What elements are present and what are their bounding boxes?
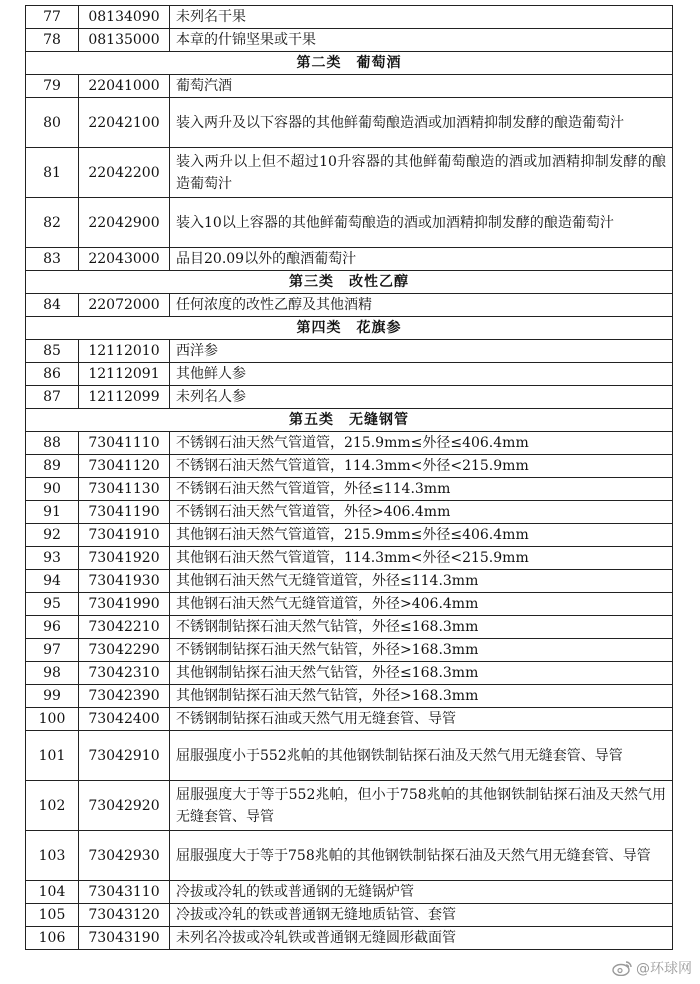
table-row xyxy=(26,386,673,409)
row-number: 99 xyxy=(26,685,79,708)
hs-code: 22042900 xyxy=(79,198,170,248)
row-number: 83 xyxy=(26,248,79,271)
row-number: 79 xyxy=(26,75,79,98)
hs-code: 73042390 xyxy=(79,685,170,708)
item-description: 屈服强度大于等于552兆帕，但小于758兆帕的其他钢铁制钻探石油及天然气用无缝套管、导管 xyxy=(170,781,673,831)
table-row xyxy=(26,363,673,386)
item-description: 装入两升以上但不超过10升容器的其他鲜葡萄酿造的酒或加酒精抑制发酵的酿造葡萄汁 xyxy=(170,148,673,198)
item-description: 品目20.09以外的酿酒葡萄汁 xyxy=(170,248,673,271)
hs-code: 22072000 xyxy=(79,294,170,317)
hs-code: 73042920 xyxy=(79,781,170,831)
table-row xyxy=(26,639,673,662)
item-description: 不锈钢石油天然气管道管，215.9mm≤外径≤406.4mm xyxy=(170,432,673,455)
row-number: 90 xyxy=(26,478,79,501)
row-number: 89 xyxy=(26,455,79,478)
hs-code: 73043190 xyxy=(79,927,170,950)
hs-code: 22041000 xyxy=(79,75,170,98)
row-number: 101 xyxy=(26,731,79,781)
table-row xyxy=(26,148,673,198)
hs-code: 73041110 xyxy=(79,432,170,455)
item-description: 未列名干果 xyxy=(170,6,673,29)
item-description: 其他钢石油天然气无缝管道管，外径≤114.3mm xyxy=(170,570,673,593)
item-description: 本章的什锦坚果或干果 xyxy=(170,29,673,52)
hs-code: 08134090 xyxy=(79,6,170,29)
table-row xyxy=(26,29,673,52)
table-row xyxy=(26,593,673,616)
table-row xyxy=(26,75,673,98)
table-row xyxy=(26,524,673,547)
row-number: 104 xyxy=(26,881,79,904)
row-number: 96 xyxy=(26,616,79,639)
row-number: 92 xyxy=(26,524,79,547)
table-row xyxy=(26,248,673,271)
item-description: 其他鲜人参 xyxy=(170,363,673,386)
table-row xyxy=(26,904,673,927)
row-number: 85 xyxy=(26,340,79,363)
row-number: 102 xyxy=(26,781,79,831)
table-row xyxy=(26,478,673,501)
row-number: 84 xyxy=(26,294,79,317)
item-description: 装入10以上容器的其他鲜葡萄酿造的酒或加酒精抑制发酵的酿造葡萄汁 xyxy=(170,198,673,248)
item-description: 装入两升及以下容器的其他鲜葡萄酿造酒或加酒精抑制发酵的酿造葡萄汁 xyxy=(170,98,673,148)
item-description: 任何浓度的改性乙醇及其他酒精 xyxy=(170,294,673,317)
table-row xyxy=(26,547,673,570)
item-description: 不锈钢制钻探石油或天然气用无缝套管、导管 xyxy=(170,708,673,731)
item-description: 其他钢石油天然气管道管，215.9mm≤外径≤406.4mm xyxy=(170,524,673,547)
hs-code: 73041990 xyxy=(79,593,170,616)
hs-code: 12112099 xyxy=(79,386,170,409)
table-row xyxy=(26,662,673,685)
item-description: 不锈钢石油天然气管道管，114.3mm<外径<215.9mm xyxy=(170,455,673,478)
category-header-row xyxy=(26,409,673,432)
item-description: 未列名人参 xyxy=(170,386,673,409)
category-title: 第三类 改性乙醇 xyxy=(26,271,673,294)
row-number: 81 xyxy=(26,148,79,198)
hs-code: 73041120 xyxy=(79,455,170,478)
row-number: 103 xyxy=(26,831,79,881)
hs-code: 73042290 xyxy=(79,639,170,662)
item-description: 屈服强度小于552兆帕的其他钢铁制钻探石油及天然气用无缝套管、导管 xyxy=(170,731,673,781)
table-row xyxy=(26,927,673,950)
table-row xyxy=(26,501,673,524)
hs-code: 22042100 xyxy=(79,98,170,148)
table-row xyxy=(26,6,673,29)
item-description: 冷拔或冷轧的铁或普通钢无缝地质钻管、套管 xyxy=(170,904,673,927)
category-title: 第二类 葡萄酒 xyxy=(26,52,673,75)
table-row xyxy=(26,294,673,317)
category-title: 第五类 无缝钢管 xyxy=(26,409,673,432)
row-number: 87 xyxy=(26,386,79,409)
hs-code: 12112010 xyxy=(79,340,170,363)
row-number: 98 xyxy=(26,662,79,685)
item-description: 其他钢石油天然气无缝管道管，外径>406.4mm xyxy=(170,593,673,616)
table-row xyxy=(26,831,673,881)
hs-code: 73043110 xyxy=(79,881,170,904)
category-header-row xyxy=(26,52,673,75)
item-description: 未列名冷拔或冷轧铁或普通钢无缝圆形截面管 xyxy=(170,927,673,950)
row-number: 97 xyxy=(26,639,79,662)
table-row xyxy=(26,685,673,708)
hs-code: 73042210 xyxy=(79,616,170,639)
hs-code: 73041190 xyxy=(79,501,170,524)
hs-code: 73042400 xyxy=(79,708,170,731)
row-number: 93 xyxy=(26,547,79,570)
item-description: 西洋参 xyxy=(170,340,673,363)
hs-code: 73041930 xyxy=(79,570,170,593)
table-row xyxy=(26,731,673,781)
tariff-table-body xyxy=(26,6,673,950)
hs-code: 73041920 xyxy=(79,547,170,570)
watermark-text: @环球网 xyxy=(636,961,692,977)
row-number: 77 xyxy=(26,6,79,29)
item-description: 不锈钢石油天然气管道管，外径≤114.3mm xyxy=(170,478,673,501)
row-number: 105 xyxy=(26,904,79,927)
category-header-row xyxy=(26,317,673,340)
hs-code: 73042910 xyxy=(79,731,170,781)
hs-code: 22042200 xyxy=(79,148,170,198)
table-row xyxy=(26,781,673,831)
weibo-logo-icon xyxy=(612,960,632,976)
hs-code: 22043000 xyxy=(79,248,170,271)
tariff-table xyxy=(25,5,673,950)
row-number: 86 xyxy=(26,363,79,386)
table-row xyxy=(26,98,673,148)
row-number: 100 xyxy=(26,708,79,731)
row-number: 88 xyxy=(26,432,79,455)
row-number: 95 xyxy=(26,593,79,616)
table-row xyxy=(26,432,673,455)
row-number: 106 xyxy=(26,927,79,950)
hs-code: 73042930 xyxy=(79,831,170,881)
hs-code: 73042310 xyxy=(79,662,170,685)
category-header-row xyxy=(26,271,673,294)
row-number: 82 xyxy=(26,198,79,248)
table-row xyxy=(26,881,673,904)
item-description: 不锈钢制钻探石油天然气钻管，外径>168.3mm xyxy=(170,639,673,662)
table-row xyxy=(26,340,673,363)
hs-code: 73043120 xyxy=(79,904,170,927)
item-description: 葡萄汽酒 xyxy=(170,75,673,98)
table-row xyxy=(26,616,673,639)
item-description: 不锈钢制钻探石油天然气钻管，外径≤168.3mm xyxy=(170,616,673,639)
item-description: 冷拔或冷轧的铁或普通钢的无缝锅炉管 xyxy=(170,881,673,904)
row-number: 80 xyxy=(26,98,79,148)
hs-code: 12112091 xyxy=(79,363,170,386)
row-number: 78 xyxy=(26,29,79,52)
item-description: 不锈钢石油天然气管道管，外径>406.4mm xyxy=(170,501,673,524)
watermark xyxy=(612,958,692,978)
table-row xyxy=(26,198,673,248)
table-row xyxy=(26,708,673,731)
row-number: 94 xyxy=(26,570,79,593)
hs-code: 73041130 xyxy=(79,478,170,501)
item-description: 其他钢制钻探石油天然气钻管，外径≤168.3mm xyxy=(170,662,673,685)
table-row xyxy=(26,455,673,478)
category-title: 第四类 花旗参 xyxy=(26,317,673,340)
item-description: 其他钢制钻探石油天然气钻管，外径>168.3mm xyxy=(170,685,673,708)
item-description: 其他钢石油天然气管道管，114.3mm<外径<215.9mm xyxy=(170,547,673,570)
table-row xyxy=(26,570,673,593)
hs-code: 08135000 xyxy=(79,29,170,52)
row-number: 91 xyxy=(26,501,79,524)
item-description: 屈服强度大于等于758兆帕的其他钢铁制钻探石油及天然气用无缝套管、导管 xyxy=(170,831,673,881)
hs-code: 73041910 xyxy=(79,524,170,547)
